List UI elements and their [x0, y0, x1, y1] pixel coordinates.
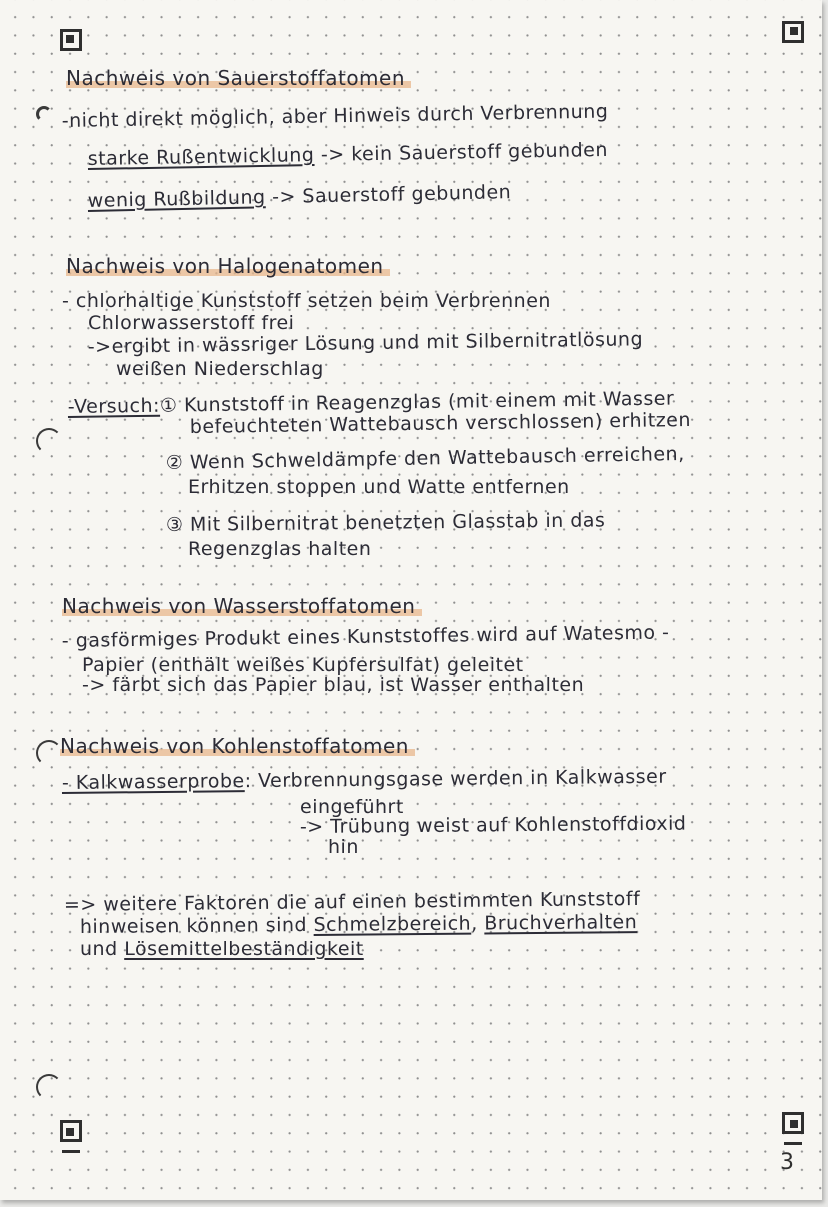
sauerstoff-line-2: starke Rußentwicklung -> kein Sauerstoff gebunden — [87, 138, 609, 170]
kohlenstoff-line-3: -> Trübung weist auf Kohlenstoffdioxid — [299, 812, 687, 838]
binding-hole-3 — [36, 740, 62, 766]
wasserstoff-line-1: - gasförmiges Produkt eines Kunststoffes wird auf Watesmo - — [61, 621, 670, 652]
heading-wasserstoff: Nachweis von Wasserstoffatomen — [62, 594, 422, 618]
kohlenstoff-line-2: eingeführt — [300, 796, 404, 818]
halogen-line-4: weißen Niederschlag — [116, 358, 324, 380]
heading-sauerstoff: Nachweis von Sauerstoffatomen — [66, 66, 411, 90]
versuch-step-3a: ③ Mit Silbernitrat benetzten Glasstab in das — [165, 509, 606, 536]
fazit-line-3: und Lösemittelbeständigkeit — [80, 938, 364, 960]
corner-mark-bottom-left — [60, 1120, 82, 1142]
corner-bar-bottom-right — [784, 1142, 802, 1145]
versuch-step-1b: befeuchteten Wattebausch verschlossen) erhitzen — [189, 409, 692, 438]
wasserstoff-line-3: -> färbt sich das Papier blau, ist Wasser enthalten — [82, 674, 585, 696]
binding-hole-1 — [36, 106, 52, 122]
wasserstoff-line-2: Papier (enthält weißes Kupfersulfat) geleitet — [82, 654, 524, 676]
fazit-line-2: hinweisen können sind Schmelzbereich, Bruchverhalten — [79, 911, 638, 938]
versuch-step-1a: -Versuch:① Kunststoff in Reagenzglas (mit einem mit Wasser — [67, 387, 675, 418]
sauerstoff-line-1: -nicht direkt möglich, aber Hinweis durch Verbrennung — [61, 100, 609, 132]
halogen-line-3: ->ergibt in wässriger Lösung und mit Silbernitratlösung — [87, 328, 644, 358]
kohlenstoff-line-1: - Kalkwasserprobe: Verbrennungsgase werden in Kalkwasser — [61, 765, 667, 794]
halogen-line-2: Chlorwasserstoff frei — [88, 312, 295, 334]
sauerstoff-line-3: wenig Rußbildung -> Sauerstoff gebunden — [87, 181, 512, 212]
halogen-line-1: - chlorhaltige Kunststoff setzen beim Verbrennen — [62, 290, 551, 312]
corner-bar-bottom-left — [62, 1150, 80, 1153]
heading-halogen: Nachweis von Halogenatomen — [66, 254, 390, 278]
binding-hole-4 — [36, 1074, 62, 1100]
corner-mark-top-right — [782, 21, 804, 43]
corner-mark-bottom-right — [782, 1112, 804, 1134]
kohlenstoff-line-4: hin — [328, 836, 359, 858]
versuch-step-3b: Regenzglas halten — [188, 538, 372, 560]
heading-kohlenstoff: Nachweis von Kohlenstoffatomen — [60, 734, 415, 758]
versuch-step-2a: ② Wenn Schweldämpfe den Wattebausch erreichen, — [165, 442, 685, 474]
page-number: 3 — [780, 1150, 794, 1175]
corner-mark-top-left — [60, 29, 82, 51]
binding-hole-2 — [36, 428, 62, 454]
versuch-step-2b: Erhitzen stoppen und Watte entfernen — [188, 476, 570, 498]
fazit-line-1: => weitere Faktoren die auf einen bestimmten Kunststoff — [63, 887, 641, 916]
